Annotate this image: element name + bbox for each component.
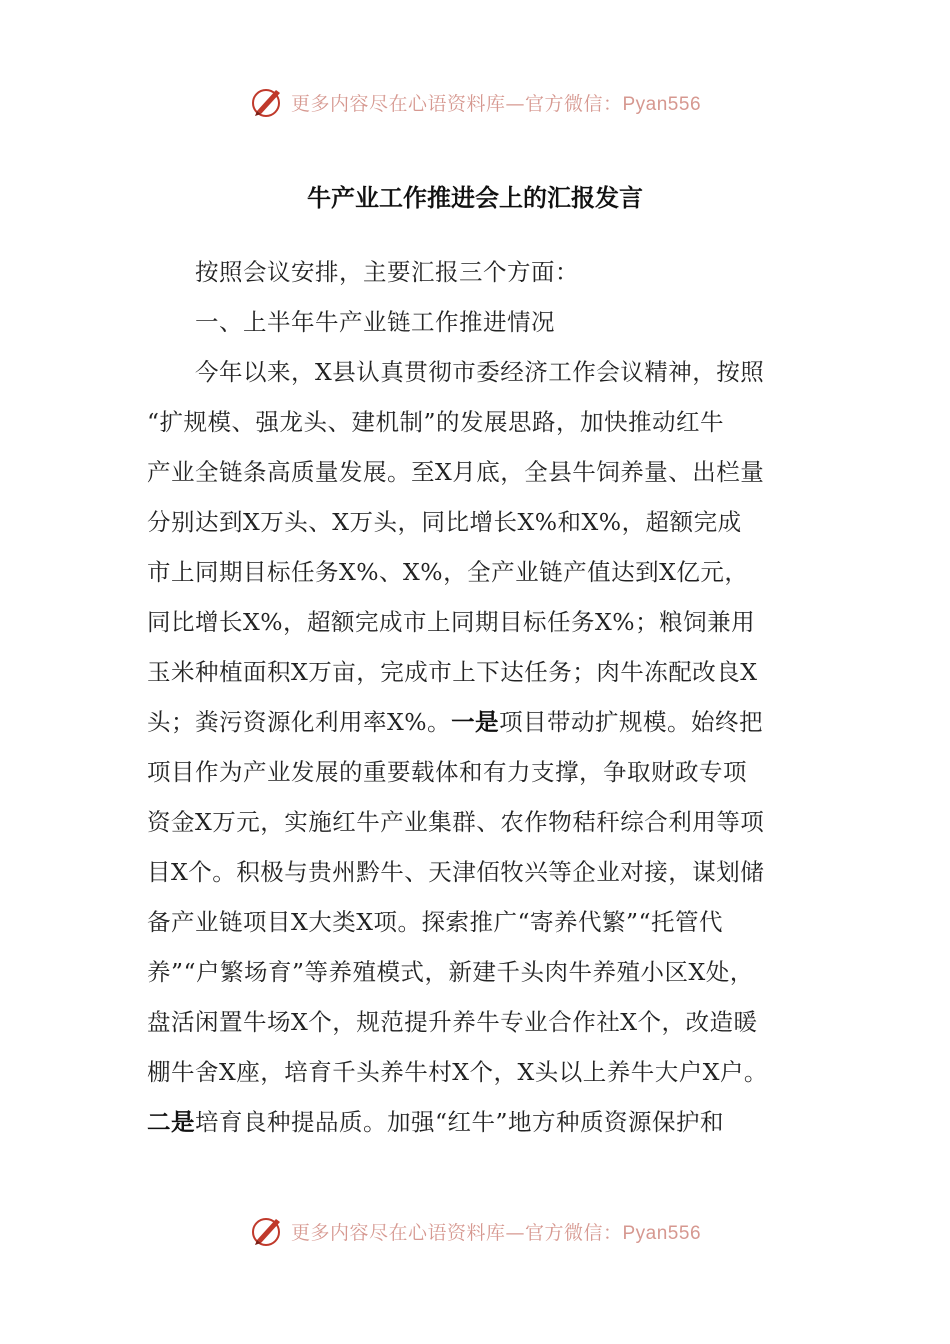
document-title: 牛产业工作推进会上的汇报发言	[307, 184, 643, 212]
footer-watermark-banner	[0, 1211, 950, 1251]
watermark-text: 更多内容尽在心语资料库—官方微信：Pyan556	[290, 1221, 702, 1244]
document-body	[147, 252, 812, 1152]
paragraph-line: 玉米种植面积X万亩，完成市上下达任务；肉牛冻配改良X	[147, 658, 758, 686]
paragraph-line: 养”“户繁场育”等养殖模式，新建千头肉牛养殖小区X处，	[147, 958, 754, 986]
paragraph-line: 备产业链项目X大类X项。探索推广“寄养代繁”“托管代	[147, 908, 724, 936]
paragraph-line: 二是培育良种提品质。加强“红牛”地方种质资源保护和	[147, 1108, 725, 1136]
paragraph-line: 产业全链条高质量发展。至X月底，全县牛饲养量、出栏量	[147, 458, 765, 486]
paragraph-line: 棚牛舍X座，培育千头养牛村X个，X头以上养牛大户X户。	[147, 1058, 768, 1086]
paragraph-line: 同比增长X%，超额完成市上同期目标任务X%；粮饲兼用	[147, 608, 756, 636]
paragraph-line: “扩规模、强龙头、建机制”的发展思路，加快推动红牛	[147, 408, 725, 436]
bold-lead: 二是	[147, 1108, 195, 1136]
paragraph-line: 资金X万元，实施红牛产业集群、农作物秸秆综合利用等项	[147, 808, 765, 836]
paragraph-line: 市上同期目标任务X%、X%，全产业链产值达到X亿元，	[147, 558, 749, 586]
pen-logo-icon	[249, 84, 285, 120]
paragraph-line: 头；粪污资源化利用率X%。一是项目带动扩规模。始终把	[147, 708, 764, 736]
paragraph-line: 目X个。积极与贵州黔牛、天津佰牧兴等企业对接，谋划储	[147, 858, 765, 886]
section-heading: 一、上半年牛产业链工作推进情况	[195, 308, 555, 336]
paragraph-line: 盘活闲置牛场X个，规范提升养牛专业合作社X个，改造暖	[147, 1008, 758, 1036]
bold-lead: 一是	[451, 708, 500, 736]
paragraph-line: 今年以来，X县认真贯彻市委经济工作会议精神，按照	[195, 358, 765, 386]
header-watermark-banner	[0, 82, 950, 122]
paragraph-line: 分别达到X万头、X万头，同比增长X%和X%，超额完成	[147, 508, 742, 536]
paragraph-line: 按照会议安排，主要汇报三个方面：	[195, 258, 579, 286]
paragraph-line: 项目作为产业发展的重要载体和有力支撑，争取财政专项	[147, 758, 747, 786]
pen-logo-icon	[249, 1213, 285, 1249]
watermark-text: 更多内容尽在心语资料库—官方微信：Pyan556	[290, 92, 702, 115]
